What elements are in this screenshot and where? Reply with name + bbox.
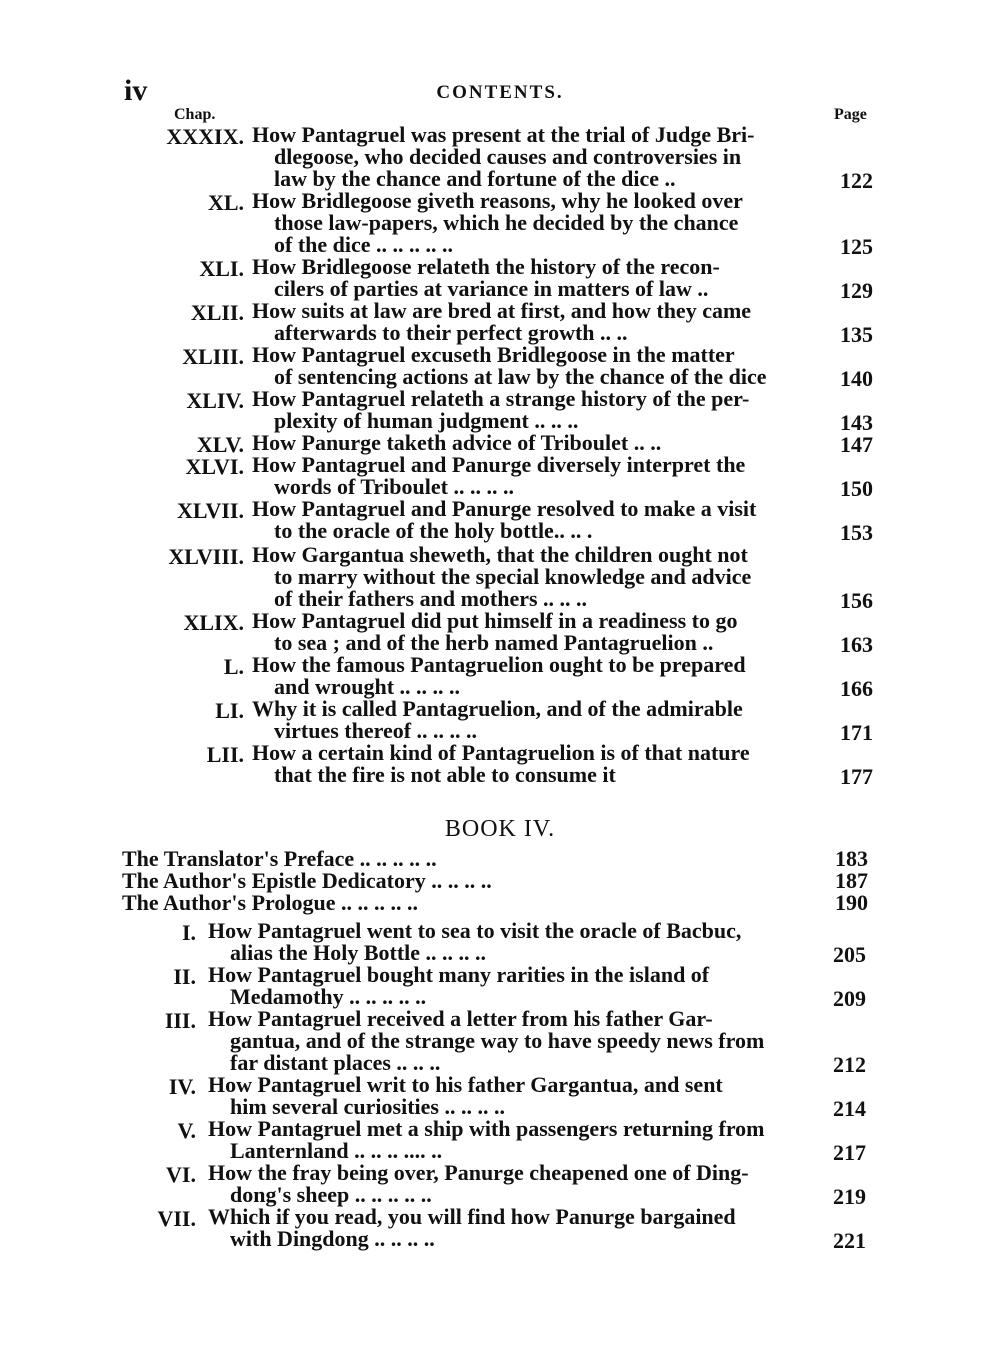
chapter-title-line: How Panurge taketh advice of Triboulet .. ..	[252, 430, 662, 455]
page-number: 166	[840, 676, 873, 701]
chapter-title-line: How Pantagruel writ to his father Gargantua, and sent	[208, 1072, 723, 1097]
chapter-title-line: virtues thereof .. .. .. ..	[274, 718, 478, 743]
chapter-title-line: How Pantagruel received a letter from his father Gar-	[208, 1006, 713, 1031]
chapter-title-line: law by the chance and fortune of the dice ..	[274, 166, 676, 191]
chapter-number: VI.	[166, 1162, 196, 1187]
chapter-title-line: How Pantagruel bought many rarities in the island of	[208, 962, 710, 987]
chapter-number: VII.	[157, 1206, 196, 1231]
chapter-title-line: gantua, and of the strange way to have speedy news from	[230, 1028, 765, 1053]
chapter-title-line: How Gargantua sheweth, that the children ought not	[252, 542, 748, 567]
chapter-title-line: How the famous Pantagruelion ought to be prepared	[252, 652, 746, 677]
page-number: 147	[840, 432, 873, 457]
chap-column-label: Chap.	[174, 106, 216, 123]
chapter-title-line: far distant places .. .. ..	[230, 1050, 441, 1075]
chapter-title-line: of the dice .. .. .. .. ..	[274, 232, 454, 257]
chapter-title-line: Lanternland .. .. .. .... ..	[230, 1138, 443, 1163]
page-number: 135	[840, 322, 873, 347]
page-number: 125	[840, 234, 873, 259]
chapter-number: XLVIII.	[168, 544, 244, 569]
chapter-number: L.	[223, 654, 244, 679]
chapter-number: LII.	[206, 742, 244, 767]
chapter-title-line: to the oracle of the holy bottle.. .. .	[274, 518, 593, 543]
chapter-title-line: plexity of human judgment .. .. ..	[274, 408, 579, 433]
page-number: 190	[835, 890, 868, 915]
page-number: 221	[833, 1228, 866, 1253]
page-number: 140	[840, 366, 873, 391]
chapter-title-line: alias the Holy Bottle .. .. .. ..	[230, 940, 487, 965]
chapter-number: III.	[164, 1008, 196, 1033]
chapter-number: XLVII.	[176, 498, 244, 523]
chapter-number: XLV.	[196, 432, 244, 457]
chapter-number: LI.	[215, 698, 244, 723]
chapter-title-line: How Pantagruel met a ship with passengers returning from	[208, 1116, 765, 1141]
page-number: 205	[833, 942, 866, 967]
chapter-title-line: and wrought .. .. .. ..	[274, 674, 461, 699]
chapter-title-line: him several curiosities .. .. .. ..	[230, 1094, 505, 1119]
chapter-title-line: How a certain kind of Pantagruelion is of that nature	[252, 740, 750, 765]
page-number: 183	[835, 846, 868, 871]
running-head: CONTENTS.	[436, 82, 564, 103]
page-number: 217	[833, 1140, 866, 1165]
chapter-title-line: afterwards to their perfect growth .. ..	[274, 320, 628, 345]
page-number: 129	[840, 278, 873, 303]
page-number: 212	[833, 1052, 866, 1077]
chapter-number: I.	[181, 920, 196, 945]
page-number: 153	[840, 520, 873, 545]
chapter-number: II.	[173, 964, 196, 989]
chapter-title-line: to sea ; and of the herb named Pantagruelion ..	[274, 630, 714, 655]
chapter-title-line: of sentencing actions at law by the chance of the dice	[274, 364, 767, 389]
chapter-title-line: How Pantagruel did put himself in a readiness to go	[252, 608, 738, 633]
page-number: 163	[840, 632, 873, 657]
chapter-title-line: How Pantagruel and Panurge diversely interpret the	[252, 452, 746, 477]
page-number: 187	[835, 868, 868, 893]
page-number: 122	[840, 168, 873, 193]
chapter-title-line: How Bridlegoose relateth the history of the recon-	[252, 254, 720, 279]
page-folio: iv	[124, 74, 148, 107]
chapter-title-line: Why it is called Pantagruelion, and of the admirable	[252, 696, 743, 721]
chapter-title-line: How Pantagruel excuseth Bridlegoose in the matter	[252, 342, 735, 367]
page-number: 156	[840, 588, 873, 613]
chapter-number: XLVI.	[185, 454, 244, 479]
chapter-number: IV.	[168, 1074, 196, 1099]
page-number: 171	[840, 720, 873, 745]
front-matter-title: The Translator's Preface .. .. .. .. ..	[122, 846, 437, 871]
page-number: 219	[833, 1184, 866, 1209]
chapter-number: XLIII.	[182, 344, 244, 369]
book-iv-heading: BOOK IV.	[444, 816, 556, 842]
page-number: 150	[840, 476, 873, 501]
chapter-title-line: dlegoose, who decided causes and controversies in	[274, 144, 742, 169]
chapter-title-line: How Pantagruel was present at the trial of Judge Bri-	[252, 122, 755, 147]
front-matter-item	[122, 890, 868, 916]
chapter-number: V.	[177, 1118, 196, 1143]
chapter-title-line: those law-papers, which he decided by the chance	[274, 210, 739, 235]
chapter-title-line: Which if you read, you will find how Panurge bargained	[208, 1204, 736, 1229]
chapter-title-line: How suits at law are bred at first, and how they came	[252, 298, 752, 323]
page-column-label: Page	[834, 106, 867, 123]
front-matter-title: The Author's Prologue .. .. .. .. ..	[122, 890, 419, 915]
chapter-number: XLIX.	[183, 610, 244, 635]
chapter-title-line: words of Triboulet .. .. .. ..	[274, 474, 514, 499]
page-number: 214	[833, 1096, 866, 1121]
chapter-title-line: dong's sheep .. .. .. .. ..	[230, 1182, 432, 1207]
chapter-title-line: Medamothy .. .. .. .. ..	[230, 984, 427, 1009]
chapter-title-line: cilers of parties at variance in matters of law ..	[274, 276, 709, 301]
chapter-title-line: How Pantagruel relateth a strange history of the per-	[252, 386, 750, 411]
page-number: 143	[840, 410, 873, 435]
chapter-title-line: How the fray being over, Panurge cheapened one of Ding-	[208, 1160, 749, 1185]
chapter-number: XL.	[207, 190, 244, 215]
chapter-title-line: How Pantagruel and Panurge resolved to make a visit	[252, 496, 757, 521]
chapter-title-line: that the fire is not able to consume it	[274, 762, 616, 787]
chapter-number: XLII.	[190, 300, 244, 325]
page-number: 177	[840, 764, 873, 789]
chapter-title-line: of their fathers and mothers .. .. ..	[274, 586, 588, 611]
chapter-title-line: with Dingdong .. .. .. ..	[230, 1226, 435, 1251]
chapter-title-line: How Bridlegoose giveth reasons, why he looked over	[252, 188, 743, 213]
chapter-number: XLI.	[199, 256, 244, 281]
page-number: 209	[833, 986, 866, 1011]
front-matter-title: The Author's Epistle Dedicatory .. .. .. ..	[122, 868, 492, 893]
chapter-title-line: to marry without the special knowledge and advice	[274, 564, 752, 589]
chapter-number: XXXIX.	[166, 124, 244, 149]
chapter-title-line: How Pantagruel went to sea to visit the oracle of Bacbuc,	[208, 918, 742, 943]
chapter-number: XLIV.	[186, 388, 244, 413]
